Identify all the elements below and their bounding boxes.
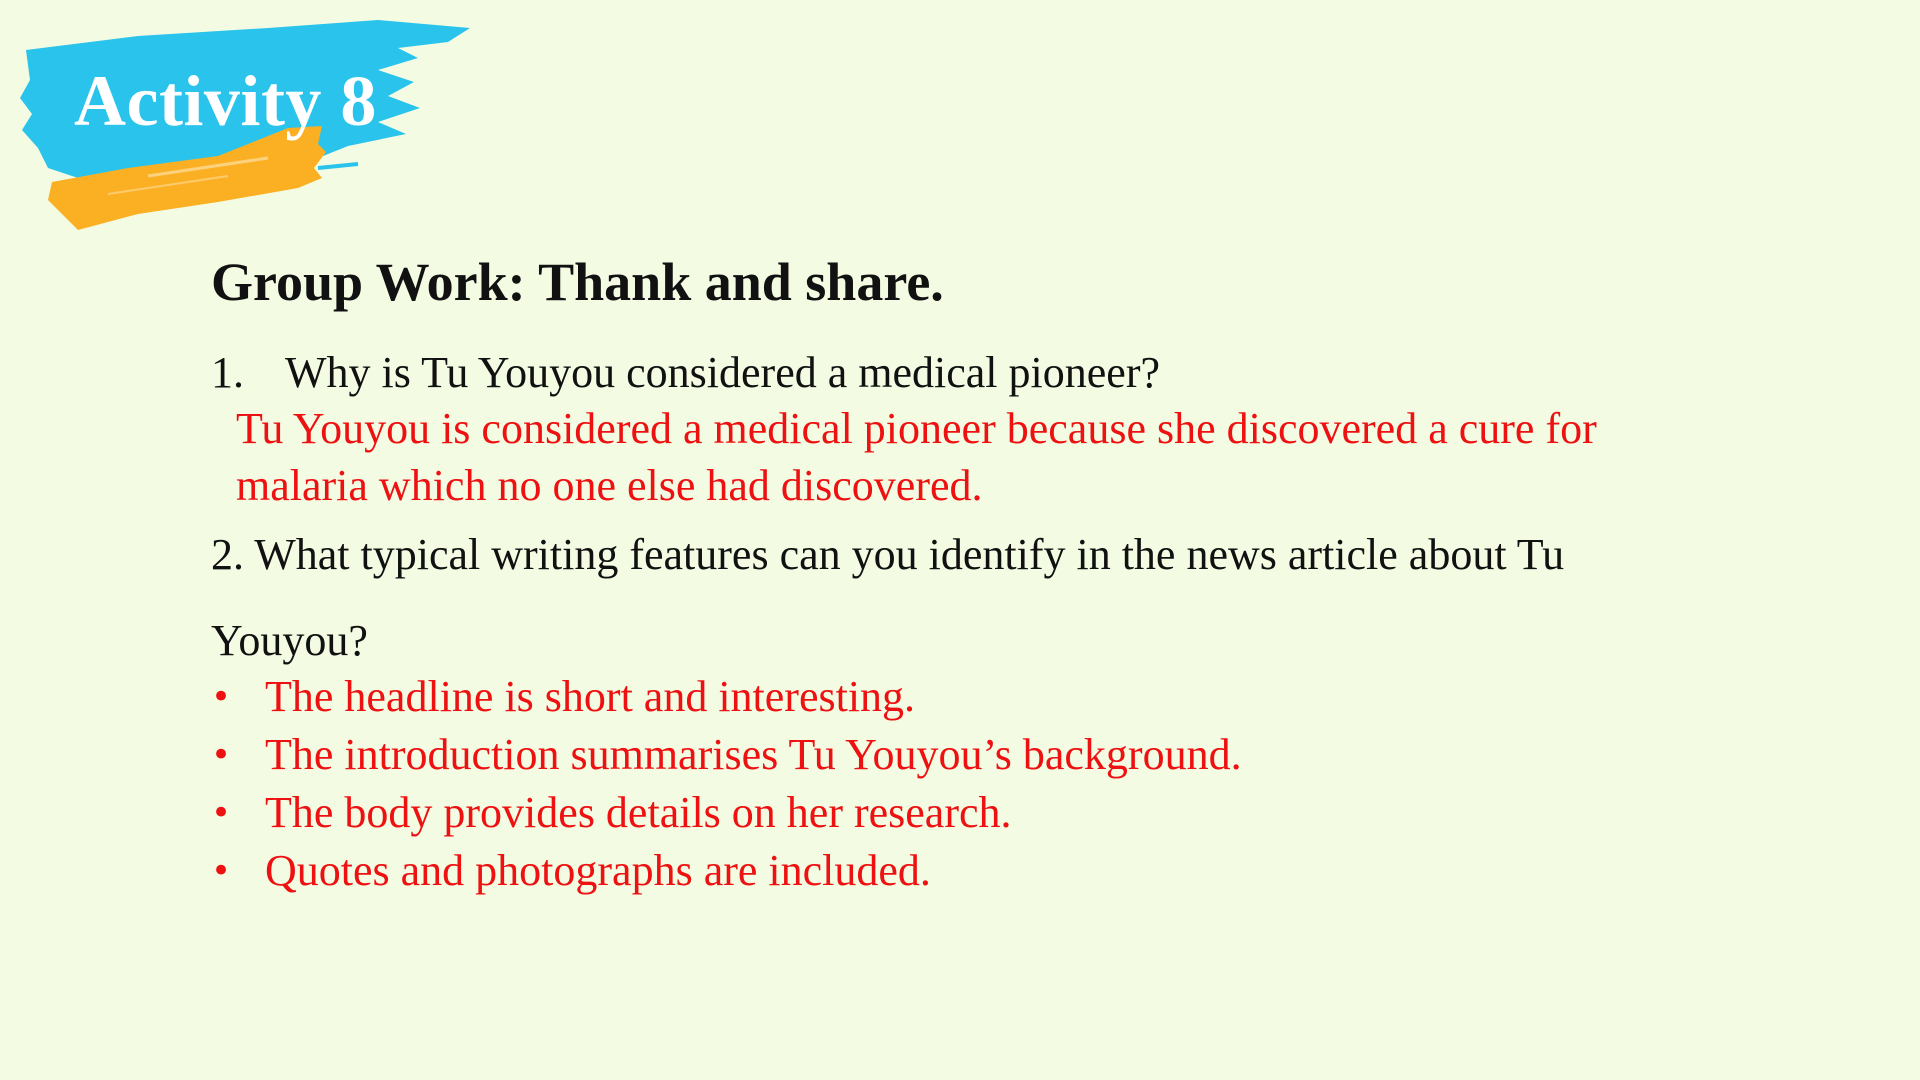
question-2-answers: [211, 668, 1811, 900]
question-2: 2. What typical writing features can you identify in the news article about Tu Youyou?: [211, 529, 1565, 665]
list-item: • The body provides details on her research.: [211, 784, 1811, 842]
bullet-icon: •: [211, 676, 232, 717]
activity-badge: [18, 18, 478, 238]
question-1-answer: Tu Youyou is considered a medical pioneer because she discovered a cure for malaria which no one else had discovered.: [236, 403, 1597, 510]
slide-content: [211, 250, 1811, 900]
bullet-icon: •: [211, 792, 232, 833]
activity-title: Activity 8: [74, 61, 377, 141]
question-1-text: Why is Tu Youyou considered a medical pioneer?: [285, 347, 1160, 397]
bullet-icon: •: [211, 850, 232, 891]
question-1-number: 1.: [211, 347, 244, 397]
list-item: • Quotes and photographs are included.: [211, 842, 1811, 900]
bullet-icon: •: [211, 734, 232, 775]
list-item: • The headline is short and interesting.: [211, 668, 1811, 726]
list-item: • The introduction summarises Tu Youyou’s background.: [211, 726, 1811, 784]
group-work-heading: Group Work: Thank and share.: [211, 252, 944, 312]
question-1: [211, 347, 1811, 400]
